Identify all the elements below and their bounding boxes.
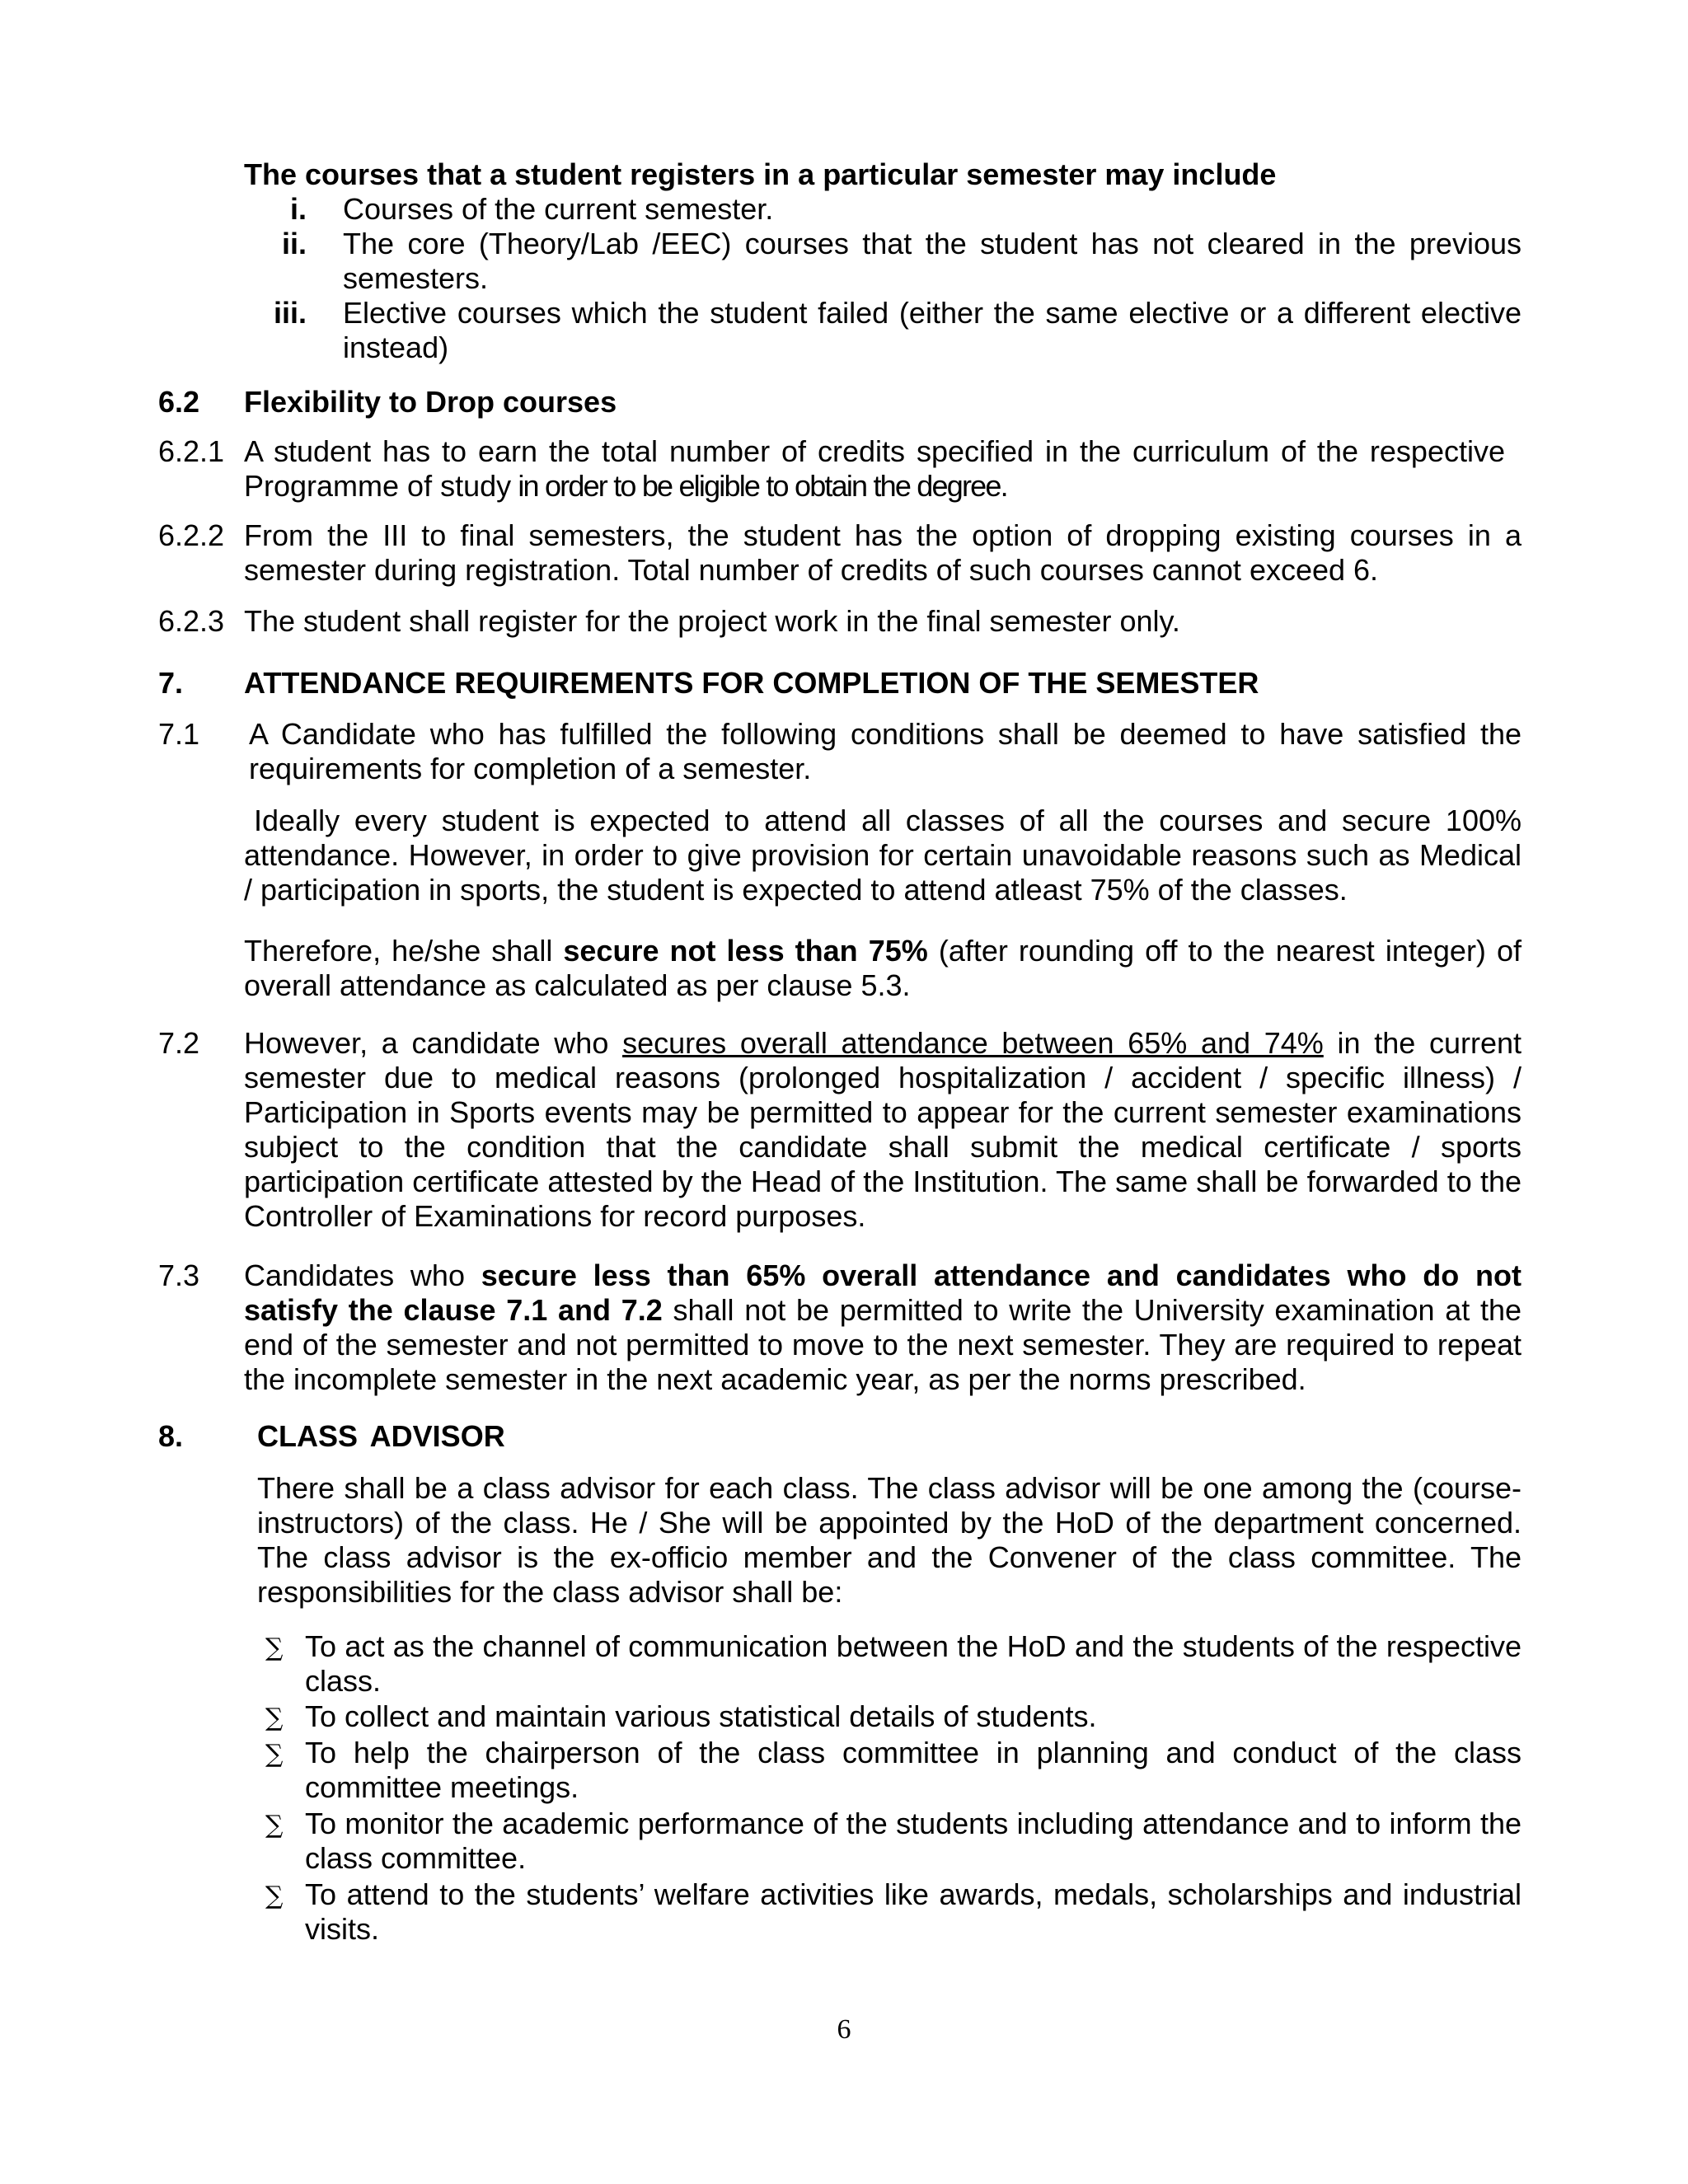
clause-number: 6.2.3 [158,604,225,638]
clause-text: The student shall register for the project work in the final semester only. [244,604,1180,638]
bullet-symbol: ∑ [265,1811,284,1840]
bullet-item: To monitor the academic performance of the students including attendance and to inform the class committee. [305,1807,1522,1875]
page-number: 6 [837,2014,851,2045]
intro-heading: The courses that a student registers in a particular semester may include [244,157,1277,191]
text-run: shall not be permitted to write the University examination at the end of the semester and not permitted to move to the next semester. They are required to repeat the incomplete semester in the next academic year, as per the norms prescribed. [244,1293,1522,1396]
clause-text: From the III to final semesters, the student has the option of dropping existing courses in a semester during registration. Total number of credits of such courses cannot exceed 6. [244,518,1522,587]
paragraph: There shall be a class advisor for each class. The class advisor will be one among the (course-instructors) of the class. He / She will be appointed by the HoD of the department concerned. The class advisor is the ex-officio member and the Convener of the class committee. The responsibilities for the class advisor shall be: [257,1471,1522,1609]
clause-text [244,434,1505,504]
list-item: Courses of the current semester. [343,192,774,226]
text-run: However, a candidate who [244,1026,623,1060]
clause-number: 6.2.2 [158,518,225,552]
text-run: Candidates who [244,1258,481,1292]
clause-number: 6.2.1 [158,434,225,468]
text-run: Therefore, he/she shall [244,934,564,968]
list-marker: i. [289,192,307,226]
bullet-item: To act as the channel of communication between the HoD and the students of the respective class. [305,1629,1522,1698]
text-run: (after rounding off to the nearest integer) of overall attendance as calculated as per clause 5.3. [244,934,1522,1002]
section-number: 6.2 [158,385,200,419]
bullet-symbol: ∑ [265,1740,284,1769]
underlined-text: secures overall attendance between 65% and 74% [622,1026,1324,1060]
bullet-item: To attend to the students’ welfare activities like awards, medals, scholarships and industrial visits. [305,1877,1522,1946]
list-marker: iii. [273,296,307,330]
clause-text-part: A student has to earn the total number of credits specified in the curriculum of the respective Programme of study [244,434,1505,503]
bullet-item: To help the chairperson of the class committee in planning and conduct of the class committee meetings. [305,1736,1522,1804]
text-run: in the current semester due to medical reasons (prolonged hospitalization / accident / specific illness) / Participation in Sports events may be permitted to appear for the current semester examinations subject to the condition that the candidate shall submit the medical certificate / sports participation certificate attested by the Head of the Institution. The same shall be forwarded to the Controller of Examinations for record purposes. [244,1026,1522,1233]
section-number: 7. [158,666,184,700]
bullet-symbol: ∑ [265,1882,284,1910]
section-title: ATTENDANCE REQUIREMENTS FOR COMPLETION OF THE SEMESTER [244,666,1259,700]
list-marker: ii. [281,227,307,260]
section-title: Flexibility to Drop courses [244,385,617,419]
clause-text [244,1258,1522,1397]
paragraph: Ideally every student is expected to attend all classes of all the courses and secure 100% attendance. However, in order to give provision for certain unavoidable reasons such as Medical / participation in sports, the student is expected to attend atleast 75% of the classes. [244,804,1522,907]
clause-text [244,1026,1522,1234]
clause-number: 7.3 [158,1258,200,1292]
bullet-symbol: ∑ [265,1704,284,1732]
bold-text: secure less than 65% overall attendance and candidates who do not satisfy the clause 7.1 and 7.2 [244,1258,1522,1327]
list-item: Elective courses which the student failed (either the same elective or a different elective instead) [343,296,1522,364]
bold-text: secure not less than 75% [563,934,928,968]
paragraph [244,934,1522,1003]
section-number: 8. [158,1419,184,1453]
clause-text: A Candidate who has fulfilled the following conditions shall be deemed to have satisfied the requirements for completion of a semester. [249,717,1522,785]
clause-text-condensed: in order to be eligible to obtain the degree. [511,469,1007,503]
clause-number: 7.1 [158,717,200,751]
bullet-item: To collect and maintain various statistical details of students. [305,1699,1097,1733]
list-item: The core (Theory/Lab /EEC) courses that the student has not cleared in the previous semesters. [343,227,1522,295]
bullet-symbol: ∑ [265,1633,284,1662]
section-title: CLASS ADVISOR [257,1419,505,1453]
clause-number: 7.2 [158,1026,200,1060]
